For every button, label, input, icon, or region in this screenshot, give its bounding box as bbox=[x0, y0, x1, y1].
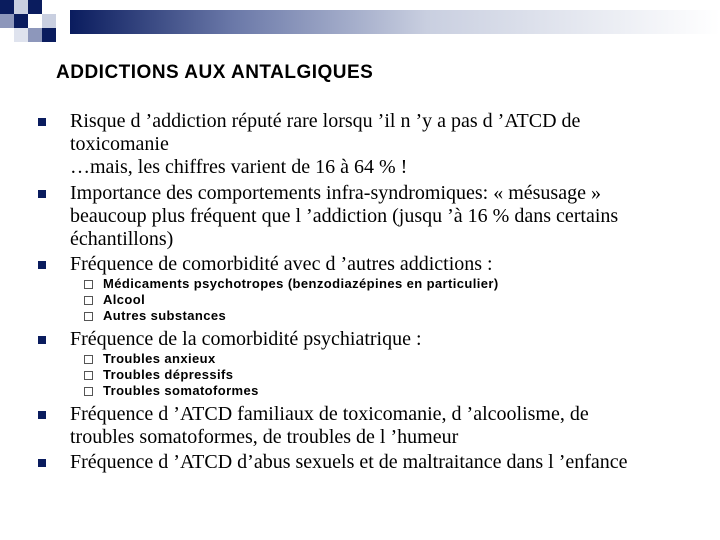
bullet-icon bbox=[38, 336, 46, 344]
sub-item: Troubles somatoformes bbox=[103, 383, 259, 398]
subbullet-icon bbox=[84, 387, 93, 396]
subbullet-icon bbox=[84, 355, 93, 364]
decor-square bbox=[42, 28, 56, 42]
decor-square bbox=[0, 14, 14, 28]
subbullet-icon bbox=[84, 312, 93, 321]
subbullet-icon bbox=[84, 296, 93, 305]
bullet-icon bbox=[38, 261, 46, 269]
list-item bbox=[70, 110, 700, 179]
item-text: Fréquence d ’ATCD familiaux de toxicomanie, d ’alcoolisme, de bbox=[70, 403, 589, 425]
item-text: Fréquence d ’ATCD d’abus sexuels et de maltraitance dans l ’enfance bbox=[70, 451, 628, 473]
list-item bbox=[70, 403, 700, 449]
decor-square bbox=[14, 0, 28, 14]
item-text: …mais, les chiffres varient de 16 à 64 % ! bbox=[70, 156, 408, 178]
item-text: troubles somatoformes, de troubles de l ’humeur bbox=[70, 426, 459, 448]
sub-item: Médicaments psychotropes (benzodiazépines en particulier) bbox=[103, 276, 499, 291]
bullet-icon bbox=[38, 190, 46, 198]
bullet-icon bbox=[38, 459, 46, 467]
decor-square bbox=[14, 14, 28, 28]
sub-item: Autres substances bbox=[103, 308, 227, 323]
item-text: Risque d ’addiction réputé rare lorsqu ’il n ’y a pas d ’ATCD de bbox=[70, 110, 581, 132]
bullet-icon bbox=[38, 411, 46, 419]
list-item bbox=[70, 253, 700, 276]
decor-square bbox=[42, 14, 56, 28]
list-item bbox=[70, 328, 700, 351]
item-text: toxicomanie bbox=[70, 133, 169, 155]
sub-item: Alcool bbox=[103, 292, 146, 307]
item-text: Fréquence de la comorbidité psychiatrique : bbox=[70, 328, 422, 350]
item-text: beaucoup plus fréquent que l ’addiction (jusqu ’à 16 % dans certains bbox=[70, 205, 619, 227]
subbullet-icon bbox=[84, 280, 93, 289]
decor-square bbox=[0, 0, 14, 14]
list-item bbox=[70, 451, 700, 474]
item-text: Importance des comportements infra-syndromiques: « mésusage » bbox=[70, 182, 601, 204]
decor-square bbox=[28, 0, 42, 14]
item-text: échantillons) bbox=[70, 228, 174, 250]
item-text: Fréquence de comorbidité avec d ’autres addictions : bbox=[70, 253, 493, 275]
sub-item: Troubles anxieux bbox=[103, 351, 216, 366]
header-gradient-band bbox=[70, 10, 720, 34]
subbullet-icon bbox=[84, 371, 93, 380]
decor-square bbox=[14, 28, 28, 42]
sub-item: Troubles dépressifs bbox=[103, 367, 234, 382]
bullet-icon bbox=[38, 118, 46, 126]
list-item bbox=[70, 182, 700, 251]
decor-square bbox=[28, 28, 42, 42]
slide-title: ADDICTIONS AUX ANTALGIQUES bbox=[56, 62, 374, 83]
